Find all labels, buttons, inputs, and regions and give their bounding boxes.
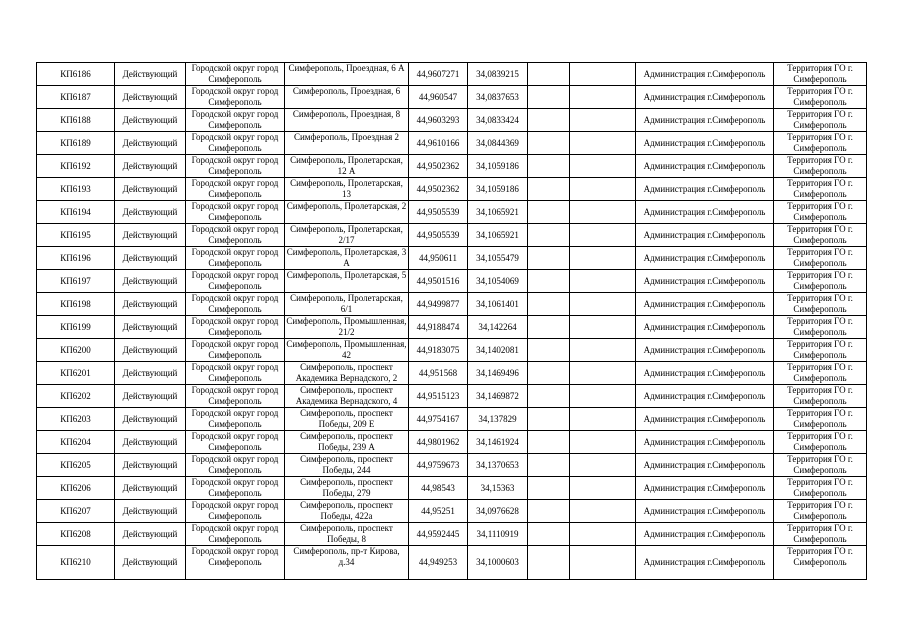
- cell-owner: Администрация г.Симферополь: [636, 523, 774, 546]
- cell-longitude: 34,142264: [468, 316, 528, 339]
- cell-empty-a: [528, 86, 570, 109]
- cell-empty-b: [570, 500, 636, 523]
- cell-point-id: КП6186: [37, 63, 115, 86]
- cell-territory: Территория ГО г. Симферополь: [774, 247, 867, 270]
- cell-status: Действующий: [115, 362, 186, 385]
- cell-latitude: 44,950611: [409, 247, 468, 270]
- cell-point-id: КП6187: [37, 86, 115, 109]
- cell-latitude: 44,9183075: [409, 339, 468, 362]
- cell-address: Симферополь, проспект Академика Вернадского, 2: [285, 362, 409, 385]
- cell-address: Симферополь, проспект Академика Вернадского, 4: [285, 385, 409, 408]
- cell-empty-a: [528, 293, 570, 316]
- table-row: [37, 293, 867, 316]
- cell-address: Симферополь, проспект Победы, 422а: [285, 500, 409, 523]
- cell-territory: Территория ГО г. Симферополь: [774, 339, 867, 362]
- cell-point-id: КП6206: [37, 477, 115, 500]
- cell-territory: Территория ГО г. Симферополь: [774, 109, 867, 132]
- table-row: [37, 224, 867, 247]
- cell-district: Городской округ город Симферополь: [186, 431, 285, 454]
- cell-longitude: 34,1055479: [468, 247, 528, 270]
- table-row: [37, 316, 867, 339]
- cell-district: Городской округ город Симферополь: [186, 86, 285, 109]
- cell-district: Городской округ город Симферополь: [186, 293, 285, 316]
- cell-empty-b: [570, 270, 636, 293]
- cell-point-id: КП6203: [37, 408, 115, 431]
- cell-latitude: 44,9754167: [409, 408, 468, 431]
- cell-district: Городской округ город Симферополь: [186, 247, 285, 270]
- table-row: [37, 500, 867, 523]
- cell-owner: Администрация г.Симферополь: [636, 224, 774, 247]
- cell-empty-a: [528, 408, 570, 431]
- cell-empty-b: [570, 339, 636, 362]
- cell-territory: Территория ГО г. Симферополь: [774, 201, 867, 224]
- cell-owner: Администрация г.Симферополь: [636, 477, 774, 500]
- table-row: [37, 523, 867, 546]
- cell-status: Действующий: [115, 339, 186, 362]
- cell-owner: Администрация г.Симферополь: [636, 86, 774, 109]
- cell-longitude: 34,0844369: [468, 132, 528, 155]
- registry-table: [36, 62, 867, 580]
- cell-owner: Администрация г.Симферополь: [636, 247, 774, 270]
- cell-empty-b: [570, 109, 636, 132]
- cell-latitude: 44,9801962: [409, 431, 468, 454]
- cell-territory: Территория ГО г. Симферополь: [774, 224, 867, 247]
- table-row: [37, 109, 867, 132]
- cell-status: Действующий: [115, 109, 186, 132]
- cell-empty-b: [570, 454, 636, 477]
- cell-territory: Территория ГО г. Симферополь: [774, 178, 867, 201]
- cell-empty-a: [528, 523, 570, 546]
- cell-latitude: 44,9499877: [409, 293, 468, 316]
- cell-territory: Территория ГО г. Симферополь: [774, 63, 867, 86]
- cell-territory: Территория ГО г. Симферополь: [774, 155, 867, 178]
- cell-point-id: КП6189: [37, 132, 115, 155]
- cell-empty-a: [528, 316, 570, 339]
- cell-point-id: КП6193: [37, 178, 115, 201]
- cell-owner: Администрация г.Симферополь: [636, 63, 774, 86]
- cell-empty-b: [570, 132, 636, 155]
- cell-latitude: 44,9502362: [409, 178, 468, 201]
- cell-address: Симферополь, Пролетарская, 3 А: [285, 247, 409, 270]
- cell-owner: Администрация г.Симферополь: [636, 109, 774, 132]
- cell-district: Городской округ город Симферополь: [186, 178, 285, 201]
- cell-longitude: 34,1461924: [468, 431, 528, 454]
- cell-empty-b: [570, 523, 636, 546]
- cell-latitude: 44,9603293: [409, 109, 468, 132]
- cell-point-id: КП6198: [37, 293, 115, 316]
- cell-point-id: КП6205: [37, 454, 115, 477]
- cell-longitude: 34,0833424: [468, 109, 528, 132]
- cell-status: Действующий: [115, 523, 186, 546]
- cell-empty-b: [570, 546, 636, 580]
- table-row: [37, 385, 867, 408]
- cell-longitude: 34,1000603: [468, 546, 528, 580]
- cell-latitude: 44,949253: [409, 546, 468, 580]
- cell-territory: Территория ГО г. Симферополь: [774, 362, 867, 385]
- cell-empty-a: [528, 132, 570, 155]
- cell-address: Симферополь, проспект Победы, 209 Е: [285, 408, 409, 431]
- cell-district: Городской округ город Симферополь: [186, 316, 285, 339]
- cell-empty-b: [570, 362, 636, 385]
- cell-owner: Администрация г.Симферополь: [636, 454, 774, 477]
- cell-status: Действующий: [115, 500, 186, 523]
- cell-owner: Администрация г.Симферополь: [636, 339, 774, 362]
- cell-empty-b: [570, 63, 636, 86]
- cell-district: Городской округ город Симферополь: [186, 339, 285, 362]
- cell-empty-b: [570, 201, 636, 224]
- cell-district: Городской округ город Симферополь: [186, 224, 285, 247]
- cell-territory: Территория ГО г. Симферополь: [774, 132, 867, 155]
- table-row: [37, 155, 867, 178]
- cell-point-id: КП6199: [37, 316, 115, 339]
- cell-territory: Территория ГО г. Симферополь: [774, 454, 867, 477]
- cell-owner: Администрация г.Симферополь: [636, 362, 774, 385]
- cell-point-id: КП6207: [37, 500, 115, 523]
- cell-district: Городской округ город Симферополь: [186, 201, 285, 224]
- cell-empty-b: [570, 431, 636, 454]
- cell-point-id: КП6204: [37, 431, 115, 454]
- cell-district: Городской округ город Симферополь: [186, 385, 285, 408]
- cell-empty-a: [528, 155, 570, 178]
- cell-owner: Администрация г.Симферополь: [636, 293, 774, 316]
- cell-longitude: 34,1370653: [468, 454, 528, 477]
- cell-address: Симферополь, Проездная, 8: [285, 109, 409, 132]
- document-page: [36, 62, 867, 580]
- cell-district: Городской округ город Симферополь: [186, 109, 285, 132]
- cell-status: Действующий: [115, 293, 186, 316]
- cell-owner: Администрация г.Симферополь: [636, 431, 774, 454]
- cell-territory: Территория ГО г. Симферополь: [774, 431, 867, 454]
- cell-empty-a: [528, 109, 570, 132]
- cell-owner: Администрация г.Симферополь: [636, 201, 774, 224]
- cell-address: Симферополь, Пролетарская, 5: [285, 270, 409, 293]
- cell-point-id: КП6200: [37, 339, 115, 362]
- cell-point-id: КП6201: [37, 362, 115, 385]
- cell-point-id: КП6202: [37, 385, 115, 408]
- table-row: [37, 201, 867, 224]
- cell-empty-a: [528, 224, 570, 247]
- cell-empty-b: [570, 385, 636, 408]
- cell-address: Симферополь, Промышленная, 42: [286, 339, 407, 360]
- cell-district: Городской округ город Симферополь: [186, 132, 285, 155]
- cell-territory: Территория ГО г. Симферополь: [774, 477, 867, 500]
- cell-territory: Территория ГО г. Симферополь: [774, 385, 867, 408]
- table-row: [37, 454, 867, 477]
- cell-longitude: 34,15363: [468, 477, 528, 500]
- cell-owner: Администрация г.Симферополь: [636, 385, 774, 408]
- table-body: [37, 63, 867, 580]
- cell-latitude: 44,960547: [409, 86, 468, 109]
- cell-longitude: 34,1110919: [468, 523, 528, 546]
- cell-district: Городской округ город Симферополь: [186, 63, 285, 86]
- cell-district: Городской округ город Симферополь: [186, 454, 285, 477]
- cell-address: Симферополь, проспект Победы, 244: [285, 454, 409, 477]
- cell-owner: Администрация г.Симферополь: [636, 178, 774, 201]
- table-row: [37, 178, 867, 201]
- table-row: [37, 431, 867, 454]
- cell-latitude: 44,9502362: [409, 155, 468, 178]
- cell-address: Симферополь, Пролетарская, 13: [285, 178, 409, 201]
- cell-point-id: КП6194: [37, 201, 115, 224]
- cell-address: Симферополь, проспект Победы, 239 А: [285, 431, 409, 454]
- cell-status: Действующий: [115, 247, 186, 270]
- cell-status: Действующий: [115, 63, 186, 86]
- cell-latitude: 44,9505539: [409, 201, 468, 224]
- cell-latitude: 44,9607271: [409, 63, 468, 86]
- cell-empty-b: [570, 477, 636, 500]
- cell-territory: Территория ГО г. Симферополь: [774, 500, 867, 523]
- cell-address: Симферополь, проспект Победы, 279: [285, 477, 409, 500]
- cell-latitude: 44,951568: [409, 362, 468, 385]
- cell-address: Симферополь, Пролетарская, 2/17: [285, 224, 409, 247]
- cell-district: Городской округ город Симферополь: [186, 408, 285, 431]
- table-row: [37, 86, 867, 109]
- cell-empty-b: [570, 224, 636, 247]
- cell-latitude: 44,9188474: [409, 316, 468, 339]
- cell-district: Городской округ город Симферополь: [186, 523, 285, 546]
- cell-owner: Администрация г.Симферополь: [636, 546, 774, 580]
- cell-status: Действующий: [115, 132, 186, 155]
- cell-territory: Территория ГО г. Симферополь: [774, 270, 867, 293]
- cell-address: Симферополь, Промышленная, 21/2: [286, 316, 407, 337]
- cell-territory: Территория ГО г. Симферополь: [774, 86, 867, 109]
- cell-address: Симферополь, Пролетарская, 12 А: [285, 155, 409, 178]
- cell-longitude: 34,0976628: [468, 500, 528, 523]
- cell-longitude: 34,1469496: [468, 362, 528, 385]
- cell-owner: Администрация г.Симферополь: [636, 500, 774, 523]
- cell-point-id: КП6210: [37, 546, 115, 580]
- cell-empty-a: [528, 477, 570, 500]
- cell-longitude: 34,0839215: [468, 63, 528, 86]
- cell-empty-b: [570, 178, 636, 201]
- cell-status: Действующий: [115, 316, 186, 339]
- cell-empty-a: [528, 339, 570, 362]
- cell-status: Действующий: [115, 546, 186, 580]
- cell-address: Симферополь, пр-т Кирова, д.34: [285, 546, 409, 580]
- cell-empty-b: [570, 408, 636, 431]
- cell-status: Действующий: [115, 431, 186, 454]
- table-row: [37, 270, 867, 293]
- cell-district: Городской округ город Симферополь: [186, 477, 285, 500]
- cell-longitude: 34,1059186: [468, 178, 528, 201]
- cell-longitude: 34,0837653: [468, 86, 528, 109]
- table-row: [37, 546, 867, 580]
- cell-territory: Территория ГО г. Симферополь: [774, 546, 867, 580]
- cell-district: Городской округ город Симферополь: [186, 155, 285, 178]
- table-row: [37, 339, 867, 362]
- cell-owner: Администрация г.Симферополь: [636, 155, 774, 178]
- cell-empty-a: [528, 201, 570, 224]
- cell-longitude: 34,1054069: [468, 270, 528, 293]
- cell-address: Симферополь, Пролетарская, 2: [285, 201, 409, 224]
- cell-status: Действующий: [115, 270, 186, 293]
- cell-territory: Территория ГО г. Симферополь: [774, 408, 867, 431]
- cell-empty-a: [528, 362, 570, 385]
- table-row: [37, 477, 867, 500]
- cell-status: Действующий: [115, 454, 186, 477]
- cell-empty-b: [570, 247, 636, 270]
- cell-empty-a: [528, 500, 570, 523]
- cell-empty-b: [570, 155, 636, 178]
- cell-empty-a: [528, 247, 570, 270]
- table-row: [37, 63, 867, 86]
- cell-district: Городской округ город Симферополь: [186, 270, 285, 293]
- cell-owner: Администрация г.Симферополь: [636, 316, 774, 339]
- cell-empty-a: [528, 178, 570, 201]
- cell-district: Городской округ город Симферополь: [186, 546, 285, 580]
- cell-latitude: 44,95251: [409, 500, 468, 523]
- cell-address: Симферополь, Проездная 2: [285, 132, 409, 155]
- cell-status: Действующий: [115, 178, 186, 201]
- cell-owner: Администрация г.Симферополь: [636, 270, 774, 293]
- cell-status: Действующий: [115, 408, 186, 431]
- cell-district: Городской округ город Симферополь: [186, 500, 285, 523]
- cell-point-id: КП6195: [37, 224, 115, 247]
- cell-longitude: 34,1065921: [468, 224, 528, 247]
- cell-district: Городской округ город Симферополь: [186, 362, 285, 385]
- cell-status: Действующий: [115, 86, 186, 109]
- cell-empty-a: [528, 63, 570, 86]
- cell-empty-a: [528, 454, 570, 477]
- cell-longitude: 34,1061401: [468, 293, 528, 316]
- cell-latitude: 44,98543: [409, 477, 468, 500]
- table-row: [37, 132, 867, 155]
- cell-empty-b: [570, 316, 636, 339]
- cell-longitude: 34,1402081: [468, 339, 528, 362]
- cell-longitude: 34,1469872: [468, 385, 528, 408]
- table-row: [37, 408, 867, 431]
- cell-longitude: 34,1059186: [468, 155, 528, 178]
- cell-empty-b: [570, 293, 636, 316]
- cell-status: Действующий: [115, 224, 186, 247]
- cell-address: Симферополь, Проездная, 6 А: [285, 63, 409, 86]
- cell-point-id: КП6188: [37, 109, 115, 132]
- cell-latitude: 44,9759673: [409, 454, 468, 477]
- cell-empty-a: [528, 546, 570, 580]
- table-row: [37, 362, 867, 385]
- cell-latitude: 44,9610166: [409, 132, 468, 155]
- cell-status: Действующий: [115, 477, 186, 500]
- cell-status: Действующий: [115, 385, 186, 408]
- cell-owner: Администрация г.Симферополь: [636, 132, 774, 155]
- table-row: [37, 247, 867, 270]
- cell-point-id: КП6197: [37, 270, 115, 293]
- cell-status: Действующий: [115, 201, 186, 224]
- cell-empty-b: [570, 86, 636, 109]
- cell-owner: Администрация г.Симферополь: [636, 408, 774, 431]
- cell-territory: Территория ГО г. Симферополь: [774, 523, 867, 546]
- cell-point-id: КП6196: [37, 247, 115, 270]
- cell-latitude: 44,9592445: [409, 523, 468, 546]
- cell-longitude: 34,137829: [468, 408, 528, 431]
- cell-address: Симферополь, проспект Победы, 8: [285, 523, 409, 546]
- cell-longitude: 34,1065921: [468, 201, 528, 224]
- cell-address: Симферополь, Проездная, 6: [285, 86, 409, 109]
- cell-latitude: 44,9501516: [409, 270, 468, 293]
- cell-territory: Территория ГО г. Симферополь: [774, 316, 867, 339]
- cell-empty-a: [528, 431, 570, 454]
- cell-point-id: КП6192: [37, 155, 115, 178]
- cell-point-id: КП6208: [37, 523, 115, 546]
- cell-address: Симферополь, Пролетарская, 6/1: [285, 293, 409, 316]
- cell-latitude: 44,9515123: [409, 385, 468, 408]
- cell-territory: Территория ГО г. Симферополь: [774, 293, 867, 316]
- cell-status: Действующий: [115, 155, 186, 178]
- cell-empty-a: [528, 385, 570, 408]
- cell-empty-a: [528, 270, 570, 293]
- cell-latitude: 44,9505539: [409, 224, 468, 247]
